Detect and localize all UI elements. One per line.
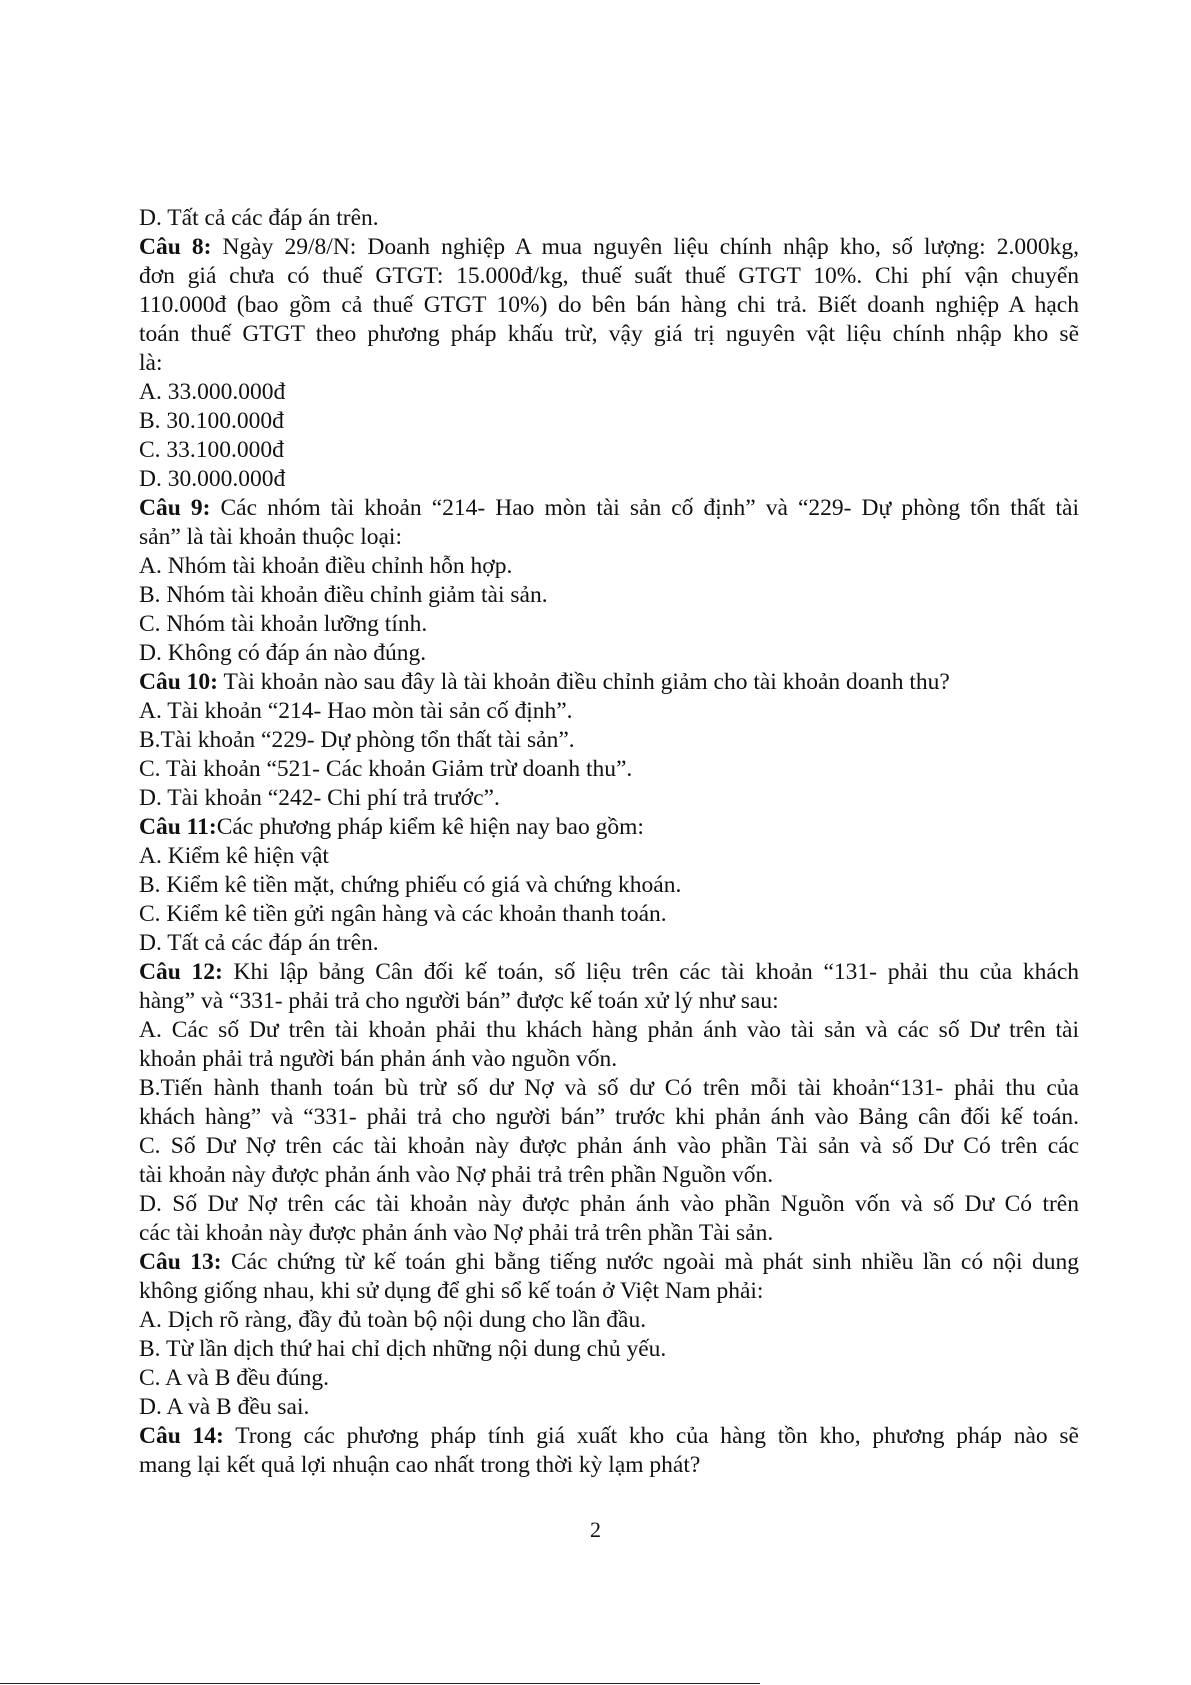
text-line xyxy=(139,407,1079,436)
line-text: D. Tài khoản “242- Chi phí trả trước”. xyxy=(139,785,500,811)
text-line xyxy=(139,1364,1079,1393)
line-text: Ngày 29/8/N: Doanh nghiệp A mua nguyên liệu chính nhập kho, số lượng: 2.000kg, xyxy=(211,234,1079,260)
text-line xyxy=(139,871,1079,900)
text-line xyxy=(139,1016,1079,1045)
page-number: 2 xyxy=(590,1517,601,1542)
line-text: A. Kiểm kê hiện vật xyxy=(139,843,329,869)
line-text: đơn giá chưa có thuế GTGT: 15.000đ/kg, thuế suất thuế GTGT 10%. Chi phí vận chuyển xyxy=(139,263,1079,289)
text-line xyxy=(139,204,1079,233)
text-line xyxy=(139,291,1079,320)
line-text: D. A và B đều sai. xyxy=(139,1394,310,1420)
line-text: hàng” và “331- phải trả cho người bán” được kế toán xử lý như sau: xyxy=(139,988,779,1014)
line-text: B. Từ lần dịch thứ hai chỉ dịch những nội dung chủ yếu. xyxy=(139,1336,667,1362)
question-heading-line xyxy=(139,1248,1079,1277)
question-label: Câu 9: xyxy=(139,495,211,521)
line-text: C. Số Dư Nợ trên các tài khoản này được phản ánh vào phần Tài sản và số Dư Có trên các xyxy=(139,1133,1079,1159)
text-line xyxy=(139,1451,1079,1480)
line-text: mang lại kết quả lợi nhuận cao nhất trong thời kỳ lạm phát? xyxy=(139,1452,701,1478)
line-text: khoản phải trả người bán phản ánh vào nguồn vốn. xyxy=(139,1046,618,1072)
line-text: Các nhóm tài khoản “214- Hao mòn tài sản cố định” và “229- Dự phòng tổn thất tài xyxy=(210,495,1079,521)
line-text: C. A và B đều đúng. xyxy=(139,1365,329,1391)
line-text: toán thuế GTGT theo phương pháp khấu trừ, vậy giá trị nguyên vật liệu chính nhập kho sẽ xyxy=(139,321,1079,347)
line-text: D. Tất cả các đáp án trên. xyxy=(139,205,379,231)
line-text: Khi lập bảng Cân đối kế toán, số liệu trên các tài khoản “131- phải thu của khách xyxy=(222,959,1079,985)
question-heading-line xyxy=(139,668,1079,697)
text-line xyxy=(139,1103,1079,1132)
line-text: A. Dịch rõ ràng, đầy đủ toàn bộ nội dung cho lần đầu. xyxy=(139,1307,647,1333)
text-line xyxy=(139,523,1079,552)
text-line xyxy=(139,1219,1079,1248)
text-line xyxy=(139,320,1079,349)
document-body xyxy=(139,204,1079,1480)
line-text: Các chứng từ kế toán ghi bằng tiếng nước ngoài mà phát sinh nhiều lần có nội dung xyxy=(221,1249,1079,1275)
line-text: C. Kiểm kê tiền gửi ngân hàng và các khoản thanh toán. xyxy=(139,901,667,927)
line-text: Trong các phương pháp tính giá xuất kho của hàng tồn kho, phương pháp nào sẽ xyxy=(223,1423,1079,1449)
line-text: B. 30.100.000đ xyxy=(139,408,284,434)
line-text: C. Nhóm tài khoản lưỡng tính. xyxy=(139,611,428,637)
text-line xyxy=(139,378,1079,407)
line-text: Các phương pháp kiểm kê hiện nay bao gồm: xyxy=(216,814,644,840)
question-heading-line xyxy=(139,1422,1079,1451)
line-text: Tài khoản nào sau đây là tài khoản điều chỉnh giảm cho tài khoản doanh thu? xyxy=(218,669,950,695)
text-line xyxy=(139,1190,1079,1219)
question-label: Câu 14: xyxy=(139,1423,224,1449)
text-line xyxy=(139,639,1079,668)
text-line xyxy=(139,1393,1079,1422)
line-text: các tài khoản này được phản ánh vào Nợ phải trả trên phần Tài sản. xyxy=(139,1220,774,1246)
line-text: không giống nhau, khi sử dụng để ghi sổ kế toán ở Việt Nam phải: xyxy=(139,1278,764,1304)
question-label: Câu 12: xyxy=(139,959,223,985)
text-line xyxy=(139,1074,1079,1103)
text-line xyxy=(139,581,1079,610)
question-label: Câu 8: xyxy=(139,234,212,260)
line-text: C. 33.100.000đ xyxy=(139,437,284,463)
line-text: B.Tài khoản “229- Dự phòng tổn thất tài sản”. xyxy=(139,727,575,753)
text-line xyxy=(139,436,1079,465)
text-line xyxy=(139,552,1079,581)
text-line xyxy=(139,349,1079,378)
question-heading-line xyxy=(139,958,1079,987)
line-text: D. Tất cả các đáp án trên. xyxy=(139,930,379,956)
line-text: A. Nhóm tài khoản điều chỉnh hỗn hợp. xyxy=(139,553,513,579)
text-line xyxy=(139,987,1079,1016)
line-text: A. Các số Dư trên tài khoản phải thu khách hàng phản ánh vào tài sản và các số Dư trên tài xyxy=(139,1017,1079,1043)
text-line xyxy=(139,755,1079,784)
text-line xyxy=(139,1045,1079,1074)
text-line xyxy=(139,697,1079,726)
text-line xyxy=(139,900,1079,929)
line-text: sản” là tài khoản thuộc loại: xyxy=(139,524,402,550)
line-text: D. 30.000.000đ xyxy=(139,466,286,492)
text-line xyxy=(139,465,1079,494)
text-line xyxy=(139,1161,1079,1190)
line-text: A. Tài khoản “214- Hao mòn tài sản cố định”. xyxy=(139,698,573,724)
line-text: D. Không có đáp án nào đúng. xyxy=(139,640,427,666)
line-text: khách hàng” và “331- phải trả cho người bán” trước khi phản ánh vào Bảng cân đối kế toán. xyxy=(139,1104,1079,1130)
line-text: 110.000đ (bao gồm cả thuế GTGT 10%) do bên bán hàng chi trả. Biết doanh nghiệp A hạch xyxy=(139,292,1079,318)
line-text: là: xyxy=(139,350,163,376)
line-text: D. Số Dư Nợ trên các tài khoản này được phản ánh vào phần Nguồn vốn và số Dư Có trên xyxy=(139,1191,1079,1217)
text-line xyxy=(139,610,1079,639)
line-text: C. Tài khoản “521- Các khoản Giảm trừ doanh thu”. xyxy=(139,756,633,782)
footer-rule xyxy=(0,1683,760,1684)
question-label: Câu 10: xyxy=(139,669,218,695)
text-line xyxy=(139,784,1079,813)
question-label: Câu 13: xyxy=(139,1249,222,1275)
line-text: B. Kiểm kê tiền mặt, chứng phiếu có giá và chứng khoán. xyxy=(139,872,682,898)
question-heading-line xyxy=(139,233,1079,262)
text-line xyxy=(139,1132,1079,1161)
question-heading-line xyxy=(139,494,1079,523)
line-text: tài khoản này được phản ánh vào Nợ phải trả trên phần Nguồn vốn. xyxy=(139,1162,774,1188)
line-text: B.Tiến hành thanh toán bù trừ số dư Nợ và số dư Có trên mỗi tài khoản“131- phải thu của xyxy=(139,1075,1079,1101)
text-line xyxy=(139,842,1079,871)
text-line xyxy=(139,1277,1079,1306)
line-text: B. Nhóm tài khoản điều chỉnh giảm tài sản. xyxy=(139,582,548,608)
text-line xyxy=(139,1335,1079,1364)
question-heading-line xyxy=(139,813,1079,842)
text-line xyxy=(139,1306,1079,1335)
text-line xyxy=(139,262,1079,291)
question-label: Câu 11: xyxy=(139,814,217,840)
line-text: A. 33.000.000đ xyxy=(139,379,286,405)
text-line xyxy=(139,726,1079,755)
text-line xyxy=(139,929,1079,958)
